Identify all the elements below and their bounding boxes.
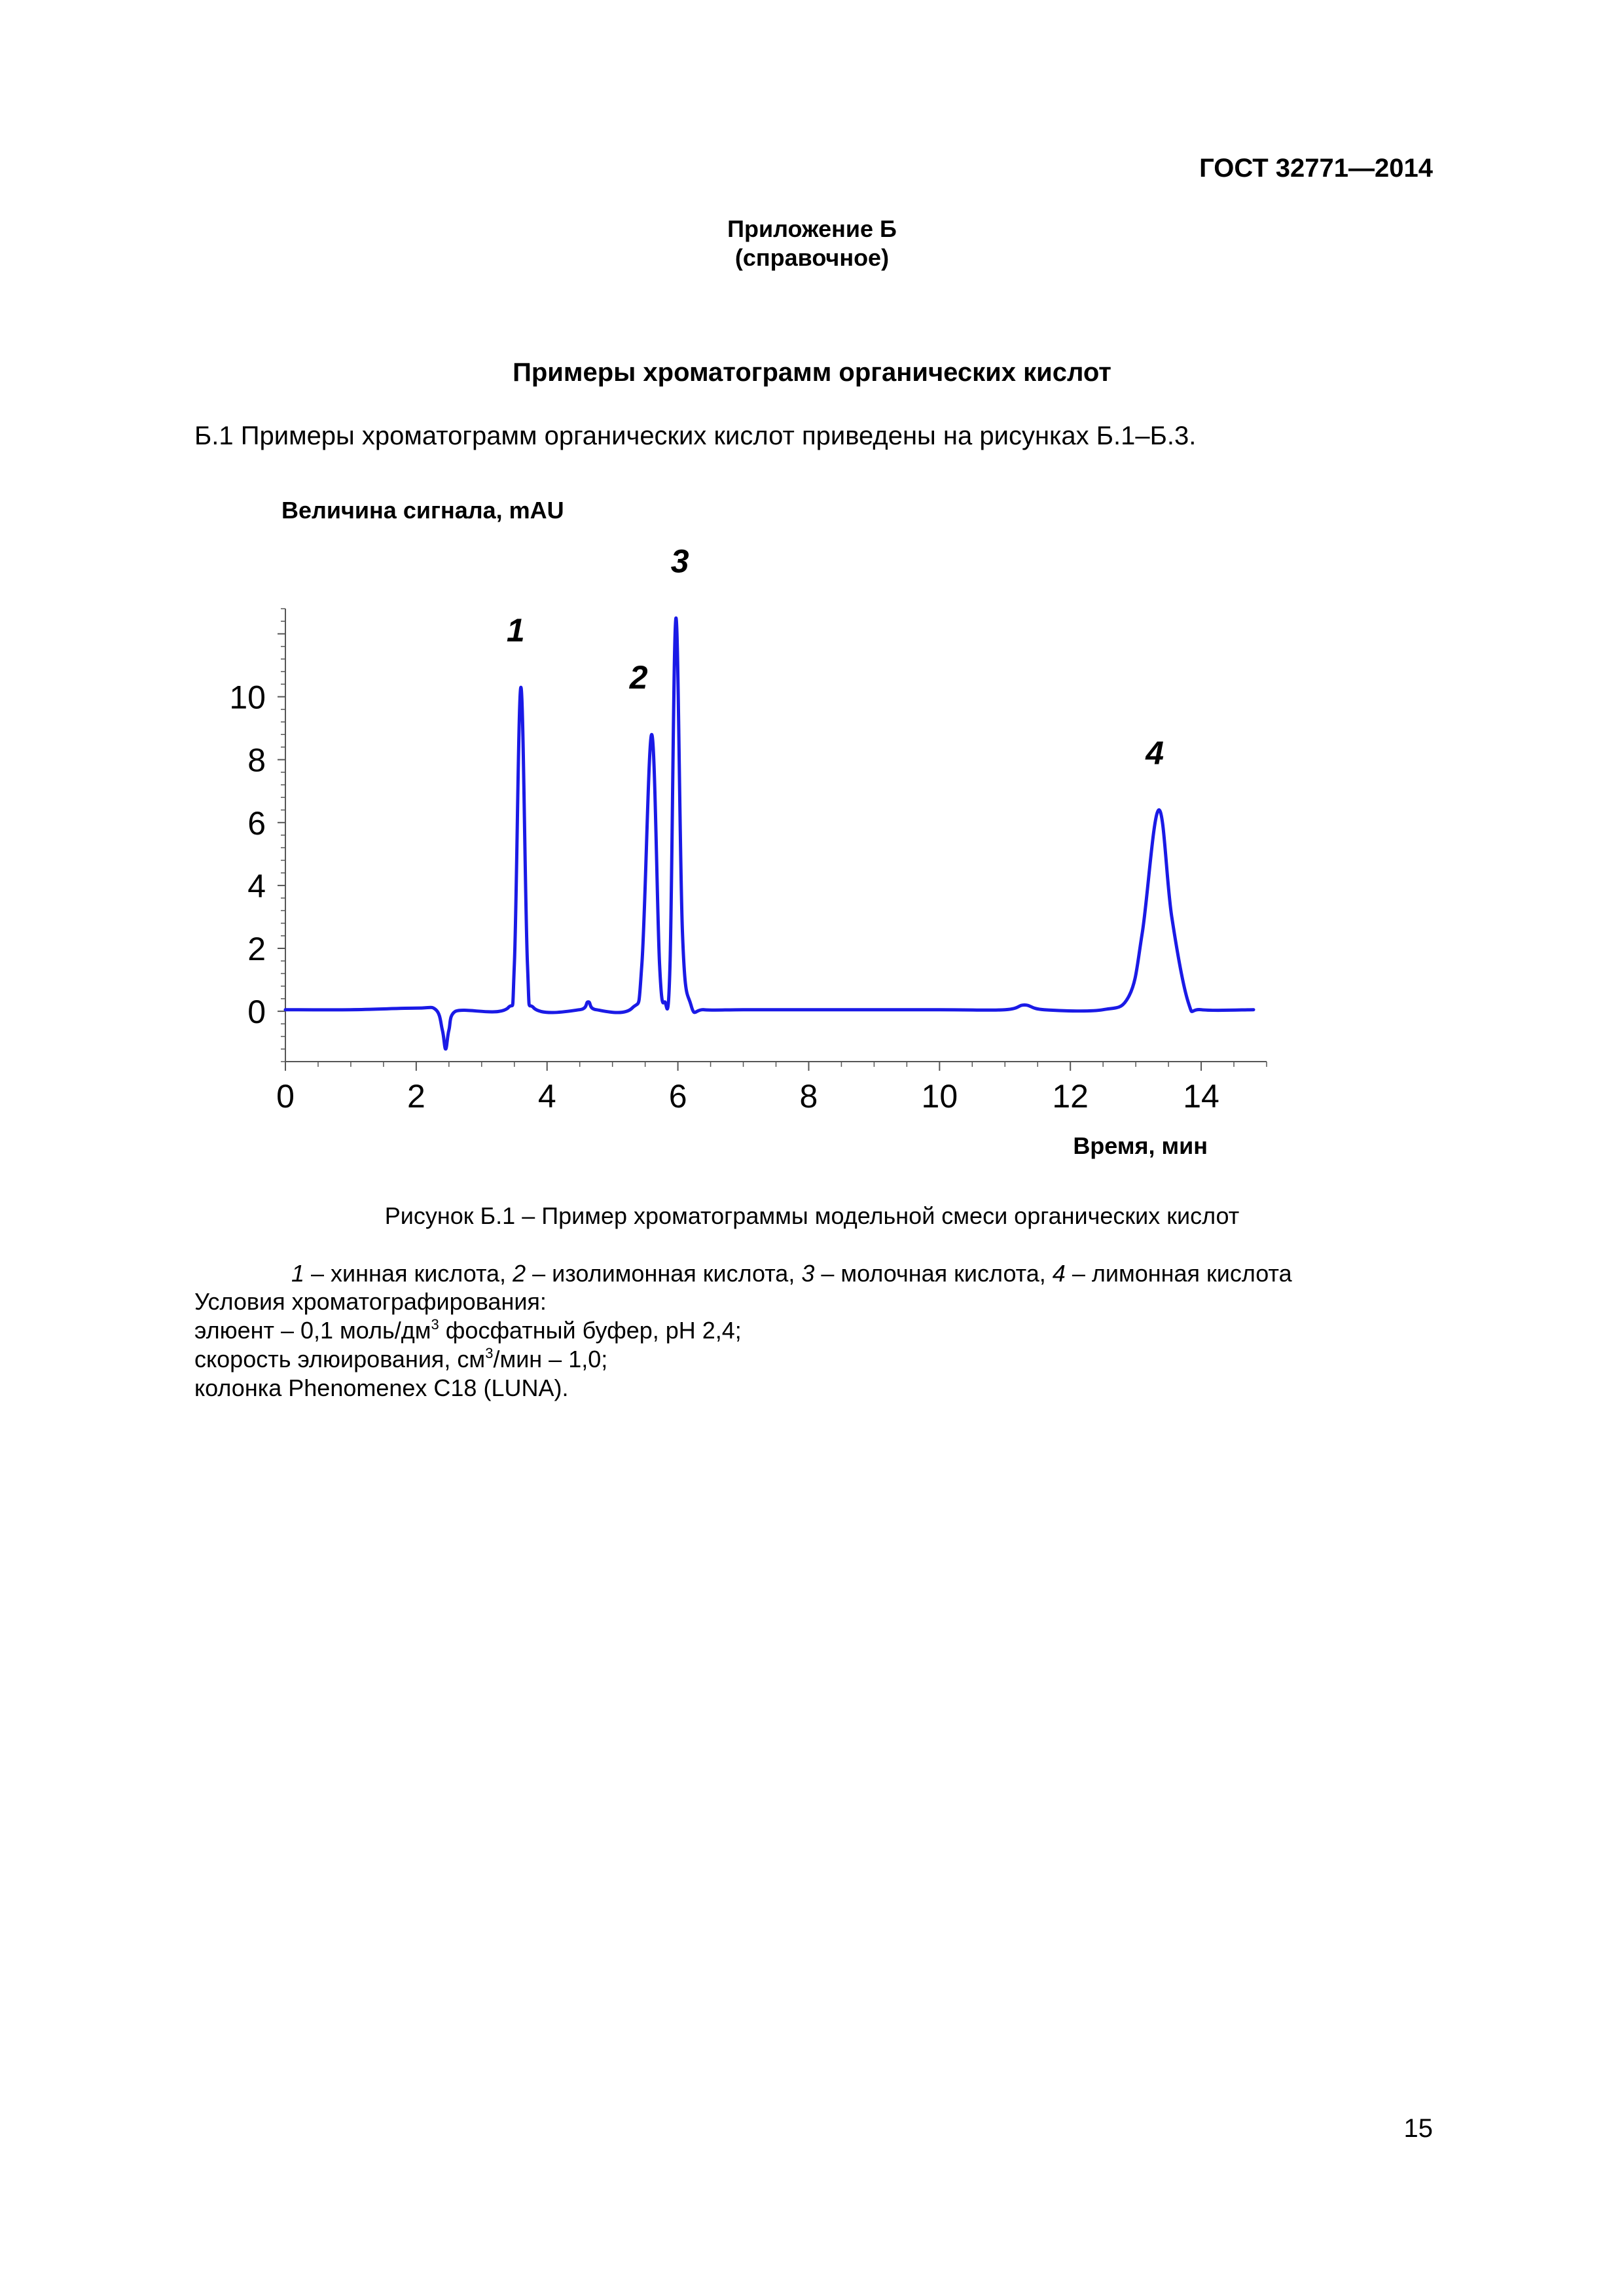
y-tick-label: 0 [247,994,266,1031]
legend-num-3: 3 [801,1260,815,1287]
x-tick-label: 8 [799,1078,818,1115]
y-tick-label: 6 [247,804,266,842]
intro-paragraph: Б.1 Примеры хроматограмм органических кислот приведены на рисунках Б.1–Б.3. [194,422,1197,450]
y-tick-label: 4 [247,867,266,905]
peak-label-3: 3 [670,543,689,580]
y-tick-label: 8 [247,742,266,779]
eluent-sup: 3 [431,1316,439,1333]
appendix-title: Приложение Б [727,215,897,242]
x-tick-label: 10 [921,1078,958,1115]
standard-number: ГОСТ 32771—2014 [1199,154,1433,183]
chart-ticks [278,609,1267,1071]
legend-text-3: – молочная кислота, [814,1260,1053,1287]
conditions-title: Условия хроматографирования: [194,1288,547,1315]
x-tick-label: 0 [276,1078,295,1115]
appendix-type: (справочное) [734,244,890,271]
y-tick-label: 10 [229,679,266,716]
legend-text-2: – изолимонная кислота, [526,1260,802,1287]
legend-text-4: – лимонная кислота [1065,1260,1292,1287]
peak-label-4: 4 [1146,734,1164,772]
speed-sup: 3 [485,1345,494,1361]
eluent-text: элюент – 0,1 моль/дм [194,1317,431,1344]
chart-axes [285,609,1267,1062]
x-tick-label: 2 [406,1078,425,1115]
speed-text: скорость элюирования, см [194,1346,486,1372]
peak-label-2: 2 [629,659,648,696]
x-axis-label: Время, мин [1073,1132,1208,1159]
legend-num-2: 2 [513,1260,526,1287]
column-line: колонка Phenomenex C18 (LUNA). [194,1374,569,1401]
eluent-text-end: фосфатный буфер, рН 2,4; [439,1317,742,1344]
y-axis-label: Величина сигнала, mAU [281,497,564,524]
section-heading: Примеры хроматограмм органических кислот [513,358,1111,387]
page-number: 15 [1403,2114,1433,2143]
speed-text-end: /мин – 1,0; [493,1346,608,1372]
figure-caption: Рисунок Б.1 – Пример хроматограммы модельной смеси органических кислот [384,1202,1240,1229]
y-tick-label: 2 [247,931,266,967]
x-tick-label: 4 [537,1078,556,1115]
legend-text-1: – хинная кислота, [304,1260,513,1287]
x-tick-label: 6 [668,1078,687,1115]
chart-tick-labels [229,679,1219,1115]
peak-labels [507,543,1164,771]
signal-line [285,618,1254,1049]
speed-line [194,1345,742,1374]
chromatography-conditions [194,1287,742,1403]
x-tick-label: 12 [1052,1078,1089,1115]
peak-label-1: 1 [506,612,525,649]
legend-num-1: 1 [291,1260,305,1287]
eluent-line [194,1316,742,1345]
x-tick-label: 14 [1183,1078,1219,1115]
peak-legend [291,1260,1292,1287]
legend-num-4: 4 [1052,1260,1066,1287]
